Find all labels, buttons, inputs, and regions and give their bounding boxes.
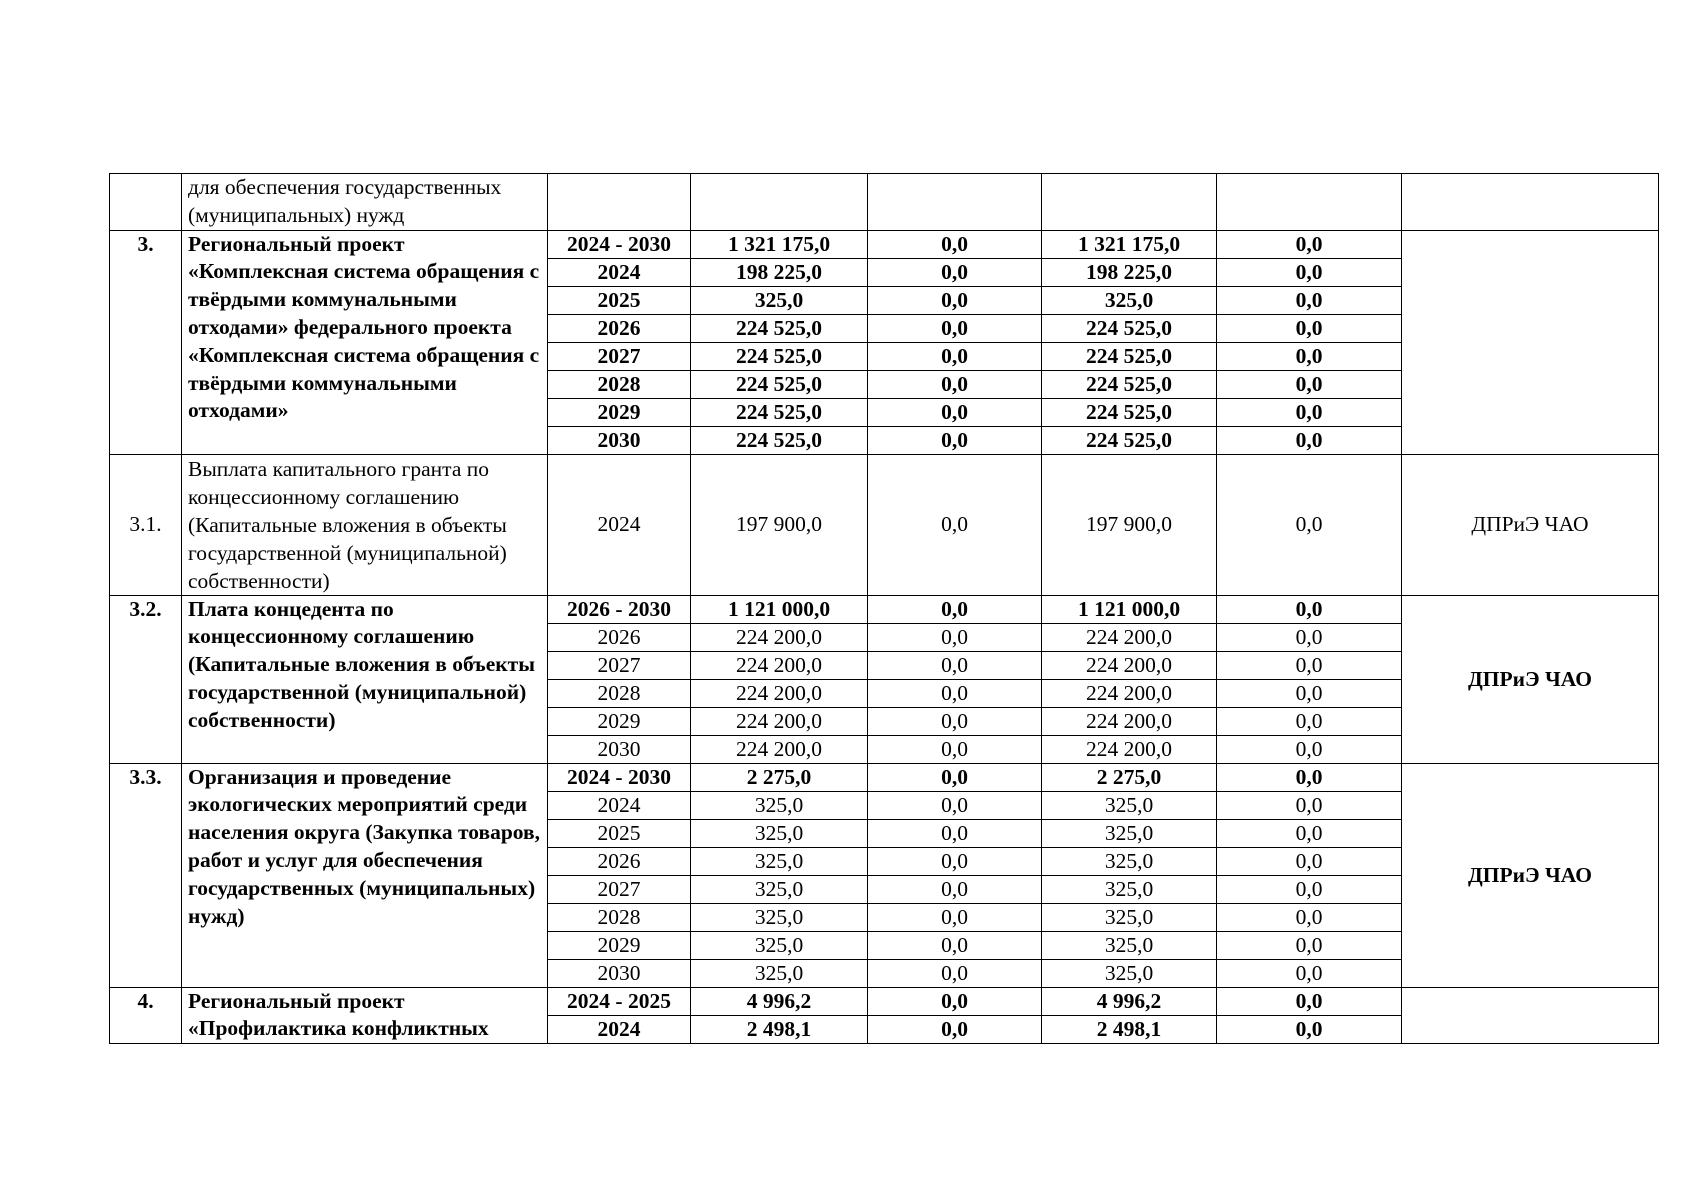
regional-budget-cell: 224 200,0 [1042,707,1217,735]
federal-budget-cell: 0,0 [868,623,1042,651]
local-budget-cell: 0,0 [1217,847,1402,875]
local-budget-cell: 0,0 [1217,679,1402,707]
federal-budget-cell: 0,0 [868,763,1042,791]
local-budget-cell [1217,174,1402,231]
responsible-cell: ДПРиЭ ЧАО [1402,595,1659,763]
federal-budget-cell: 0,0 [868,819,1042,847]
period-cell: 2025 [548,819,691,847]
regional-budget-cell: 224 200,0 [1042,651,1217,679]
local-budget-cell: 0,0 [1217,819,1402,847]
period-cell: 2027 [548,875,691,903]
activity-name-cell: Плата концедента по концессионному соглашению (Капитальные вложения в объекты государственной (муниципальной) собственности) [182,595,548,763]
period-cell: 2026 [548,623,691,651]
total-cell: 224 200,0 [691,651,868,679]
local-budget-cell: 0,0 [1217,791,1402,819]
total-cell: 224 525,0 [691,370,868,398]
regional-budget-cell: 197 900,0 [1042,454,1217,595]
total-cell: 224 200,0 [691,735,868,763]
total-cell: 325,0 [691,819,868,847]
table-row [110,230,1659,258]
federal-budget-cell: 0,0 [868,595,1042,623]
activity-name-cell: Организация и проведение экологических мероприятий среди населения округа (Закупка товаров, работ и услуг для обеспечения государственных (муниципальных) нужд) [182,763,548,987]
total-cell: 2 498,1 [691,1015,868,1043]
local-budget-cell: 0,0 [1217,987,1402,1015]
local-budget-cell: 0,0 [1217,875,1402,903]
budget-table [109,173,1659,1044]
responsible-cell: ДПРиЭ ЧАО [1402,763,1659,987]
total-cell: 224 200,0 [691,679,868,707]
regional-budget-cell: 325,0 [1042,847,1217,875]
total-cell: 2 275,0 [691,763,868,791]
local-budget-cell: 0,0 [1217,370,1402,398]
regional-budget-cell: 224 200,0 [1042,623,1217,651]
regional-budget-cell: 224 200,0 [1042,735,1217,763]
total-cell: 1 321 175,0 [691,230,868,258]
local-budget-cell: 0,0 [1217,595,1402,623]
federal-budget-cell: 0,0 [868,342,1042,370]
federal-budget-cell: 0,0 [868,847,1042,875]
regional-budget-cell: 1 321 175,0 [1042,230,1217,258]
responsible-cell: ДПРиЭ ЧАО [1402,454,1659,595]
regional-budget-cell: 325,0 [1042,875,1217,903]
federal-budget-cell: 0,0 [868,735,1042,763]
federal-budget-cell: 0,0 [868,454,1042,595]
period-cell: 2026 [548,847,691,875]
regional-budget-cell: 224 525,0 [1042,398,1217,426]
total-cell: 197 900,0 [691,454,868,595]
regional-budget-cell: 224 200,0 [1042,679,1217,707]
total-cell: 325,0 [691,847,868,875]
row-number-cell: 3.2. [110,595,182,763]
total-cell [691,174,868,231]
total-cell: 325,0 [691,875,868,903]
period-cell: 2024 [548,1015,691,1043]
period-cell: 2029 [548,398,691,426]
total-cell: 224 200,0 [691,623,868,651]
local-budget-cell: 0,0 [1217,258,1402,286]
activity-name-cell: для обеспечения государственных (муниципальных) нужд [182,174,548,231]
federal-budget-cell: 0,0 [868,679,1042,707]
period-cell: 2028 [548,679,691,707]
table-row [110,763,1659,791]
row-number-cell: 3.1. [110,454,182,595]
regional-budget-cell: 4 996,2 [1042,987,1217,1015]
period-cell: 2030 [548,426,691,454]
regional-budget-cell: 325,0 [1042,791,1217,819]
federal-budget-cell: 0,0 [868,903,1042,931]
local-budget-cell: 0,0 [1217,623,1402,651]
local-budget-cell: 0,0 [1217,314,1402,342]
period-cell: 2029 [548,707,691,735]
period-cell: 2026 - 2030 [548,595,691,623]
local-budget-cell: 0,0 [1217,454,1402,595]
local-budget-cell: 0,0 [1217,286,1402,314]
total-cell: 198 225,0 [691,258,868,286]
regional-budget-cell: 224 525,0 [1042,342,1217,370]
regional-budget-cell: 224 525,0 [1042,314,1217,342]
local-budget-cell: 0,0 [1217,651,1402,679]
total-cell: 224 525,0 [691,426,868,454]
federal-budget-cell: 0,0 [868,707,1042,735]
responsible-cell [1402,174,1659,231]
total-cell: 325,0 [691,286,868,314]
regional-budget-cell: 2 275,0 [1042,763,1217,791]
row-number-cell [110,174,182,231]
regional-budget-cell: 224 525,0 [1042,370,1217,398]
federal-budget-cell: 0,0 [868,791,1042,819]
document-page [109,173,1658,1044]
total-cell: 325,0 [691,791,868,819]
period-cell: 2024 - 2030 [548,230,691,258]
local-budget-cell: 0,0 [1217,230,1402,258]
total-cell: 224 525,0 [691,314,868,342]
local-budget-cell: 0,0 [1217,959,1402,987]
period-cell: 2027 [548,342,691,370]
regional-budget-cell: 325,0 [1042,903,1217,931]
total-cell: 1 121 000,0 [691,595,868,623]
regional-budget-cell: 1 121 000,0 [1042,595,1217,623]
regional-budget-cell: 325,0 [1042,819,1217,847]
federal-budget-cell: 0,0 [868,230,1042,258]
local-budget-cell: 0,0 [1217,903,1402,931]
activity-name-cell: Региональный проект «Комплексная система обращения с твёрдыми коммунальными отходами» федерального проекта «Комплексная система обращения с твёрдыми коммунальными отходами» [182,230,548,454]
activity-name-cell: Выплата капитального гранта по концессионному соглашению (Капитальные вложения в объекты государственной (муниципальной) собственности) [182,454,548,595]
federal-budget-cell: 0,0 [868,987,1042,1015]
row-number-cell: 3. [110,230,182,454]
regional-budget-cell: 224 525,0 [1042,426,1217,454]
federal-budget-cell [868,174,1042,231]
period-cell: 2025 [548,286,691,314]
row-number-cell: 4. [110,987,182,1044]
total-cell: 325,0 [691,903,868,931]
period-cell: 2024 - 2030 [548,763,691,791]
total-cell: 224 525,0 [691,342,868,370]
total-cell: 325,0 [691,931,868,959]
regional-budget-cell: 325,0 [1042,959,1217,987]
period-cell [548,174,691,231]
regional-budget-cell: 198 225,0 [1042,258,1217,286]
regional-budget-cell: 325,0 [1042,931,1217,959]
total-cell: 325,0 [691,959,868,987]
local-budget-cell: 0,0 [1217,763,1402,791]
regional-budget-cell: 325,0 [1042,286,1217,314]
local-budget-cell: 0,0 [1217,426,1402,454]
period-cell: 2024 [548,791,691,819]
regional-budget-cell [1042,174,1217,231]
federal-budget-cell: 0,0 [868,651,1042,679]
period-cell: 2024 - 2025 [548,987,691,1015]
federal-budget-cell: 0,0 [868,931,1042,959]
total-cell: 224 200,0 [691,707,868,735]
period-cell: 2029 [548,931,691,959]
table-row [110,454,1659,595]
period-cell: 2028 [548,370,691,398]
period-cell: 2027 [548,651,691,679]
period-cell: 2030 [548,735,691,763]
federal-budget-cell: 0,0 [868,875,1042,903]
federal-budget-cell: 0,0 [868,286,1042,314]
table-row [110,595,1659,623]
total-cell: 224 525,0 [691,398,868,426]
responsible-cell [1402,987,1659,1044]
total-cell: 4 996,2 [691,987,868,1015]
activity-name-cell: Региональный проект «Профилактика конфликтных [182,987,548,1044]
federal-budget-cell: 0,0 [868,398,1042,426]
period-cell: 2026 [548,314,691,342]
federal-budget-cell: 0,0 [868,258,1042,286]
responsible-cell [1402,230,1659,454]
period-cell: 2024 [548,454,691,595]
regional-budget-cell: 2 498,1 [1042,1015,1217,1043]
table-row [110,987,1659,1015]
table-row [110,174,1659,231]
local-budget-cell: 0,0 [1217,707,1402,735]
row-number-cell: 3.3. [110,763,182,987]
local-budget-cell: 0,0 [1217,342,1402,370]
federal-budget-cell: 0,0 [868,426,1042,454]
period-cell: 2030 [548,959,691,987]
federal-budget-cell: 0,0 [868,370,1042,398]
local-budget-cell: 0,0 [1217,398,1402,426]
federal-budget-cell: 0,0 [868,959,1042,987]
local-budget-cell: 0,0 [1217,735,1402,763]
federal-budget-cell: 0,0 [868,314,1042,342]
period-cell: 2024 [548,258,691,286]
local-budget-cell: 0,0 [1217,931,1402,959]
federal-budget-cell: 0,0 [868,1015,1042,1043]
table-body [110,174,1659,1044]
local-budget-cell: 0,0 [1217,1015,1402,1043]
period-cell: 2028 [548,903,691,931]
